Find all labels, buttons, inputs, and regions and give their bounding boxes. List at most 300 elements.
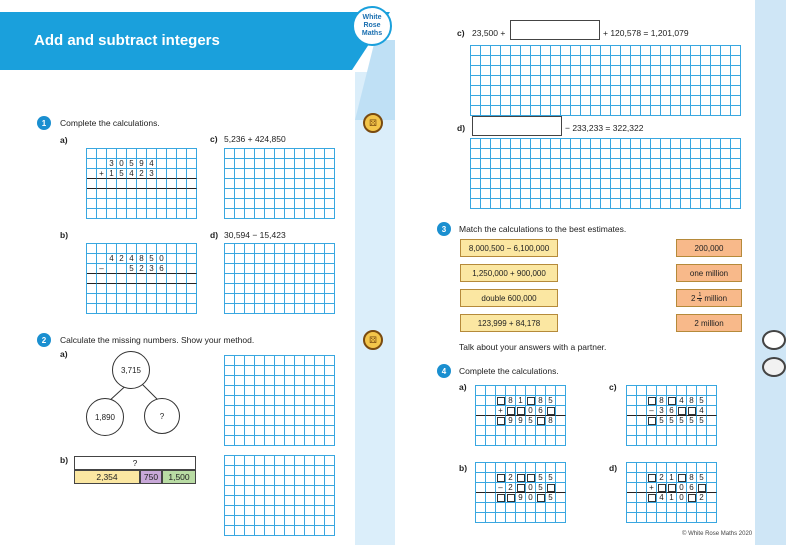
grid-cell[interactable] <box>671 56 681 66</box>
grid-cell[interactable] <box>651 106 661 116</box>
grid-cell[interactable] <box>581 149 591 159</box>
grid-cell[interactable] <box>305 406 315 416</box>
grid-cell[interactable] <box>325 179 335 189</box>
grid-cell[interactable] <box>506 513 516 523</box>
grid-cell[interactable] <box>255 436 265 446</box>
grid-cell[interactable] <box>506 463 516 473</box>
grid-cell[interactable] <box>661 76 671 86</box>
grid-cell[interactable] <box>681 46 691 56</box>
grid-cell[interactable] <box>275 516 285 526</box>
grid-cell[interactable] <box>225 199 235 209</box>
grid-cell[interactable] <box>265 189 275 199</box>
grid-cell[interactable] <box>315 396 325 406</box>
grid-cell[interactable] <box>491 106 501 116</box>
grid-cell[interactable] <box>631 169 641 179</box>
grid-cell[interactable] <box>275 436 285 446</box>
grid-cell[interactable] <box>591 179 601 189</box>
grid-cell[interactable] <box>641 169 651 179</box>
grid-cell[interactable] <box>107 264 117 274</box>
grid-cell[interactable] <box>225 284 235 294</box>
grid-cell[interactable] <box>305 189 315 199</box>
grid-cell[interactable]: 5 <box>536 483 546 493</box>
grid-cell[interactable] <box>731 96 741 106</box>
grid-cell[interactable] <box>657 463 667 473</box>
grid-cell[interactable] <box>295 294 305 304</box>
grid-cell[interactable] <box>295 254 305 264</box>
grid-cell[interactable] <box>556 406 566 416</box>
grid-cell[interactable] <box>611 66 621 76</box>
grid-cell[interactable] <box>245 149 255 159</box>
grid-cell[interactable] <box>295 304 305 314</box>
grid-cell[interactable] <box>285 209 295 219</box>
grid-cell[interactable] <box>581 189 591 199</box>
grid-cell[interactable] <box>647 416 657 426</box>
grid-cell[interactable] <box>711 189 721 199</box>
grid-cell[interactable] <box>265 159 275 169</box>
grid-cell[interactable] <box>187 149 197 159</box>
grid-cell[interactable]: 1 <box>667 473 677 483</box>
grid-cell[interactable] <box>265 376 275 386</box>
grid-cell[interactable] <box>647 386 657 396</box>
grid-cell[interactable] <box>235 426 245 436</box>
grid-cell[interactable]: 0 <box>157 254 167 264</box>
grid-cell[interactable] <box>275 506 285 516</box>
grid-squares[interactable] <box>224 455 335 536</box>
grid-cell[interactable] <box>541 76 551 86</box>
grid-cell[interactable] <box>551 56 561 66</box>
q4a-grid[interactable] <box>475 385 566 446</box>
grid-cell[interactable] <box>325 149 335 159</box>
grid-cell[interactable] <box>551 96 561 106</box>
grid-cell[interactable] <box>687 503 697 513</box>
grid-cell[interactable] <box>147 179 157 189</box>
grid-cell[interactable] <box>157 159 167 169</box>
grid-cell[interactable] <box>486 493 496 503</box>
grid-cell[interactable] <box>601 169 611 179</box>
grid-cell[interactable] <box>245 436 255 446</box>
grid-cell[interactable] <box>701 199 711 209</box>
grid-cell[interactable] <box>325 366 335 376</box>
grid-cell[interactable] <box>315 274 325 284</box>
grid-cell[interactable] <box>491 149 501 159</box>
grid-cell[interactable] <box>681 139 691 149</box>
grid-cell[interactable] <box>651 76 661 86</box>
grid-cell[interactable] <box>187 294 197 304</box>
grid-cell[interactable] <box>225 466 235 476</box>
grid-cell[interactable] <box>711 169 721 179</box>
grid-cell[interactable] <box>721 139 731 149</box>
grid-cell[interactable] <box>641 189 651 199</box>
grid-cell[interactable] <box>621 169 631 179</box>
grid-cell[interactable] <box>295 169 305 179</box>
grid-cell[interactable] <box>637 483 647 493</box>
grid-cell[interactable] <box>245 396 255 406</box>
grid-cell[interactable]: 5 <box>697 396 707 406</box>
grid-cell[interactable] <box>147 274 157 284</box>
q1a-grid[interactable] <box>86 148 197 219</box>
grid-cell[interactable] <box>536 513 546 523</box>
grid-cell[interactable] <box>707 396 717 406</box>
grid-cell[interactable] <box>641 66 651 76</box>
grid-cell[interactable] <box>471 159 481 169</box>
grid-cell[interactable] <box>511 159 521 169</box>
grid-cell[interactable] <box>167 159 177 169</box>
grid-cell[interactable] <box>496 493 506 503</box>
grid-cell[interactable] <box>697 386 707 396</box>
grid-cell[interactable] <box>127 209 137 219</box>
grid-cell[interactable] <box>315 159 325 169</box>
grid-cell[interactable] <box>325 199 335 209</box>
grid-cell[interactable] <box>471 199 481 209</box>
grid-cell[interactable] <box>697 503 707 513</box>
grid-cell[interactable] <box>637 426 647 436</box>
grid-cell[interactable] <box>551 66 561 76</box>
grid-cell[interactable] <box>107 189 117 199</box>
grid-cell[interactable] <box>677 503 687 513</box>
grid-cell[interactable] <box>305 416 315 426</box>
grid-cell[interactable] <box>305 284 315 294</box>
grid-cell[interactable] <box>731 106 741 116</box>
grid-cell[interactable] <box>225 264 235 274</box>
grid-cell[interactable] <box>275 284 285 294</box>
grid-cell[interactable] <box>721 169 731 179</box>
grid-cell[interactable] <box>285 274 295 284</box>
grid-cell[interactable] <box>285 304 295 314</box>
grid-cell[interactable] <box>295 149 305 159</box>
grid-cell[interactable] <box>265 426 275 436</box>
grid-cell[interactable] <box>556 473 566 483</box>
q4d-grid[interactable] <box>626 462 717 523</box>
grid-cell[interactable] <box>611 179 621 189</box>
grid-cell[interactable] <box>611 46 621 56</box>
grid-cell[interactable] <box>511 199 521 209</box>
grid-cell[interactable] <box>255 149 265 159</box>
grid-cell[interactable] <box>305 199 315 209</box>
grid-cell[interactable] <box>305 179 315 189</box>
grid-cell[interactable] <box>265 284 275 294</box>
grid-cell[interactable] <box>245 189 255 199</box>
estimate-value-4[interactable]: 2 million <box>676 314 742 332</box>
grid-cell[interactable] <box>521 189 531 199</box>
grid-cell[interactable] <box>601 66 611 76</box>
grid-cell[interactable]: 8 <box>506 396 516 406</box>
grid-cell[interactable] <box>661 96 671 106</box>
grid-cell[interactable] <box>721 66 731 76</box>
grid-cell[interactable] <box>647 473 657 483</box>
grid-cell[interactable] <box>486 513 496 523</box>
grid-cell[interactable] <box>731 66 741 76</box>
grid-cell[interactable] <box>325 356 335 366</box>
grid-cell[interactable] <box>561 76 571 86</box>
grid-cell[interactable] <box>691 159 701 169</box>
grid-cell[interactable] <box>581 199 591 209</box>
grid-cell[interactable] <box>235 416 245 426</box>
grid-cell[interactable] <box>127 274 137 284</box>
grid-cell[interactable] <box>701 179 711 189</box>
grid-cell[interactable]: 8 <box>657 396 667 406</box>
grid-cell[interactable] <box>581 86 591 96</box>
grid-cell[interactable] <box>491 96 501 106</box>
grid-cell[interactable] <box>315 436 325 446</box>
grid-cell[interactable] <box>621 139 631 149</box>
grid-cell[interactable] <box>511 96 521 106</box>
grid-cell[interactable] <box>707 436 717 446</box>
grid-cell[interactable]: 6 <box>536 406 546 416</box>
grid-cell[interactable] <box>637 416 647 426</box>
grid-cell[interactable] <box>701 169 711 179</box>
grid-cell[interactable] <box>691 46 701 56</box>
grid-cell[interactable] <box>265 406 275 416</box>
grid-cell[interactable]: 2 <box>137 264 147 274</box>
grid-cell[interactable] <box>235 304 245 314</box>
grid-cell[interactable] <box>137 149 147 159</box>
grid-cell[interactable] <box>305 244 315 254</box>
grid-cell[interactable] <box>315 426 325 436</box>
grid-cell[interactable] <box>305 264 315 274</box>
grid-cell[interactable] <box>305 209 315 219</box>
grid-cell[interactable] <box>325 496 335 506</box>
grid-cell[interactable] <box>711 159 721 169</box>
grid-cell[interactable] <box>731 76 741 86</box>
grid-squares[interactable] <box>224 243 335 314</box>
grid-cell[interactable] <box>167 304 177 314</box>
grid-cell[interactable] <box>677 473 687 483</box>
grid-cell[interactable] <box>305 294 315 304</box>
grid-cell[interactable] <box>657 386 667 396</box>
grid-cell[interactable] <box>486 416 496 426</box>
grid-cell[interactable] <box>255 486 265 496</box>
grid-cell[interactable] <box>295 526 305 536</box>
grid-cell[interactable] <box>235 189 245 199</box>
grid-cell[interactable] <box>731 199 741 209</box>
grid-cell[interactable] <box>701 96 711 106</box>
grid-cell[interactable]: 5 <box>677 416 687 426</box>
grid-cell[interactable]: 4 <box>657 493 667 503</box>
grid-cell[interactable] <box>325 486 335 496</box>
grid-cell[interactable] <box>315 169 325 179</box>
grid-cell[interactable] <box>265 294 275 304</box>
grid-cell[interactable] <box>255 264 265 274</box>
grid-cell[interactable] <box>601 179 611 189</box>
grid-cell[interactable] <box>167 284 177 294</box>
grid-cell[interactable] <box>521 169 531 179</box>
grid-cell[interactable] <box>691 106 701 116</box>
grid-cell[interactable] <box>295 456 305 466</box>
grid-cell[interactable] <box>681 66 691 76</box>
grid-cell[interactable] <box>516 386 526 396</box>
grid-cell[interactable] <box>581 56 591 66</box>
grid-cell[interactable] <box>681 106 691 116</box>
grid-cell[interactable] <box>471 56 481 66</box>
grid-cell[interactable]: 2 <box>137 169 147 179</box>
grid-cell[interactable] <box>581 179 591 189</box>
grid-cell[interactable] <box>285 526 295 536</box>
grid-cell[interactable] <box>476 396 486 406</box>
grid-cell[interactable] <box>245 376 255 386</box>
grid-cell[interactable] <box>601 199 611 209</box>
grid-cell[interactable] <box>541 199 551 209</box>
grid-cell[interactable] <box>651 66 661 76</box>
grid-cell[interactable]: 4 <box>147 159 157 169</box>
grid-cell[interactable] <box>657 483 667 493</box>
q4b-grid[interactable] <box>475 462 566 523</box>
grid-cell[interactable] <box>235 466 245 476</box>
grid-cell[interactable] <box>677 436 687 446</box>
grid-cell[interactable]: 6 <box>667 406 677 416</box>
grid-cell[interactable] <box>305 396 315 406</box>
grid-cell[interactable] <box>681 169 691 179</box>
grid-cell[interactable]: 3 <box>107 159 117 169</box>
grid-cell[interactable] <box>541 96 551 106</box>
grid-cell[interactable] <box>681 56 691 66</box>
grid-cell[interactable] <box>551 46 561 56</box>
grid-cell[interactable] <box>661 179 671 189</box>
grid-cell[interactable] <box>325 426 335 436</box>
grid-cell[interactable] <box>315 386 325 396</box>
grid-cell[interactable] <box>187 284 197 294</box>
grid-cell[interactable] <box>707 493 717 503</box>
grid-cell[interactable] <box>481 86 491 96</box>
grid-cell[interactable] <box>721 189 731 199</box>
grid-cell[interactable] <box>137 294 147 304</box>
grid-cell[interactable] <box>285 516 295 526</box>
grid-cell[interactable] <box>295 406 305 416</box>
grid-cell[interactable] <box>265 366 275 376</box>
grid-cell[interactable] <box>265 416 275 426</box>
grid-cell[interactable] <box>255 416 265 426</box>
grid-cell[interactable]: + <box>647 483 657 493</box>
grid-cell[interactable] <box>255 284 265 294</box>
grid-cell[interactable] <box>516 406 526 416</box>
grid-cell[interactable] <box>305 526 315 536</box>
grid-cell[interactable] <box>647 436 657 446</box>
grid-cell[interactable] <box>325 526 335 536</box>
grid-cell[interactable] <box>631 189 641 199</box>
grid-cell[interactable]: 5 <box>687 416 697 426</box>
grid-cell[interactable] <box>631 56 641 66</box>
grid-squares[interactable] <box>626 385 717 446</box>
grid-cell[interactable] <box>501 66 511 76</box>
grid-cell[interactable] <box>677 406 687 416</box>
grid-cell[interactable] <box>225 179 235 189</box>
grid-cell[interactable] <box>687 493 697 503</box>
grid-cell[interactable] <box>275 304 285 314</box>
grid-cell[interactable] <box>681 179 691 189</box>
grid-cell[interactable] <box>641 76 651 86</box>
grid-cell[interactable] <box>661 149 671 159</box>
grid-cell[interactable]: 2 <box>657 473 667 483</box>
grid-cell[interactable] <box>315 516 325 526</box>
grid-cell[interactable] <box>521 199 531 209</box>
grid-cell[interactable] <box>245 456 255 466</box>
grid-cell[interactable] <box>561 66 571 76</box>
grid-cell[interactable] <box>701 76 711 86</box>
grid-cell[interactable] <box>167 254 177 264</box>
grid-cell[interactable] <box>305 516 315 526</box>
grid-cell[interactable] <box>731 86 741 96</box>
grid-cell[interactable] <box>651 56 661 66</box>
grid-cell[interactable] <box>225 376 235 386</box>
grid-squares[interactable] <box>224 148 335 219</box>
grid-cell[interactable] <box>255 159 265 169</box>
grid-cell[interactable] <box>536 436 546 446</box>
q2a-grid[interactable] <box>224 355 335 446</box>
grid-cell[interactable] <box>225 254 235 264</box>
grid-cell[interactable] <box>481 149 491 159</box>
grid-cell[interactable] <box>521 159 531 169</box>
grid-cell[interactable] <box>325 264 335 274</box>
grid-cell[interactable] <box>305 366 315 376</box>
grid-cell[interactable] <box>117 284 127 294</box>
right-c-answer-box[interactable] <box>510 20 600 40</box>
grid-cell[interactable] <box>536 463 546 473</box>
grid-cell[interactable] <box>637 463 647 473</box>
grid-cell[interactable] <box>691 86 701 96</box>
grid-cell[interactable] <box>117 264 127 274</box>
grid-cell[interactable] <box>97 254 107 264</box>
grid-cell[interactable] <box>187 159 197 169</box>
grid-cell[interactable] <box>265 199 275 209</box>
grid-cell[interactable] <box>167 274 177 284</box>
grid-cell[interactable] <box>641 46 651 56</box>
grid-cell[interactable] <box>601 189 611 199</box>
grid-cell[interactable] <box>87 274 97 284</box>
grid-cell[interactable] <box>325 436 335 446</box>
grid-cell[interactable] <box>631 139 641 149</box>
grid-cell[interactable] <box>641 159 651 169</box>
grid-cell[interactable] <box>275 526 285 536</box>
grid-squares[interactable] <box>470 138 741 209</box>
grid-cell[interactable] <box>255 366 265 376</box>
grid-cell[interactable] <box>661 139 671 149</box>
grid-cell[interactable] <box>187 264 197 274</box>
grid-cell[interactable] <box>225 294 235 304</box>
grid-cell[interactable] <box>731 56 741 66</box>
grid-cell[interactable] <box>295 466 305 476</box>
grid-cell[interactable] <box>541 106 551 116</box>
grid-cell[interactable] <box>511 106 521 116</box>
grid-cell[interactable] <box>97 304 107 314</box>
grid-cell[interactable] <box>245 466 255 476</box>
grid-cell[interactable] <box>701 66 711 76</box>
grid-cell[interactable] <box>526 436 536 446</box>
grid-cell[interactable] <box>265 209 275 219</box>
grid-cell[interactable] <box>137 244 147 254</box>
grid-cell[interactable] <box>245 356 255 366</box>
grid-cell[interactable] <box>501 76 511 86</box>
grid-cell[interactable] <box>491 159 501 169</box>
grid-cell[interactable] <box>556 416 566 426</box>
grid-cell[interactable] <box>541 66 551 76</box>
grid-cell[interactable]: 9 <box>506 416 516 426</box>
grid-cell[interactable] <box>671 46 681 56</box>
grid-cell[interactable] <box>571 149 581 159</box>
q4c-grid[interactable] <box>626 385 717 446</box>
grid-cell[interactable] <box>687 513 697 523</box>
grid-cell[interactable] <box>541 139 551 149</box>
grid-cell[interactable] <box>325 466 335 476</box>
grid-cell[interactable] <box>631 96 641 106</box>
grid-cell[interactable] <box>255 476 265 486</box>
grid-cell[interactable] <box>691 179 701 189</box>
grid-cell[interactable] <box>285 486 295 496</box>
grid-cell[interactable] <box>571 76 581 86</box>
estimate-calc-1[interactable]: 8,000,500 − 6,100,000 <box>460 239 558 257</box>
grid-cell[interactable] <box>305 466 315 476</box>
grid-cell[interactable] <box>147 244 157 254</box>
grid-cell[interactable] <box>117 294 127 304</box>
grid-cell[interactable] <box>127 284 137 294</box>
